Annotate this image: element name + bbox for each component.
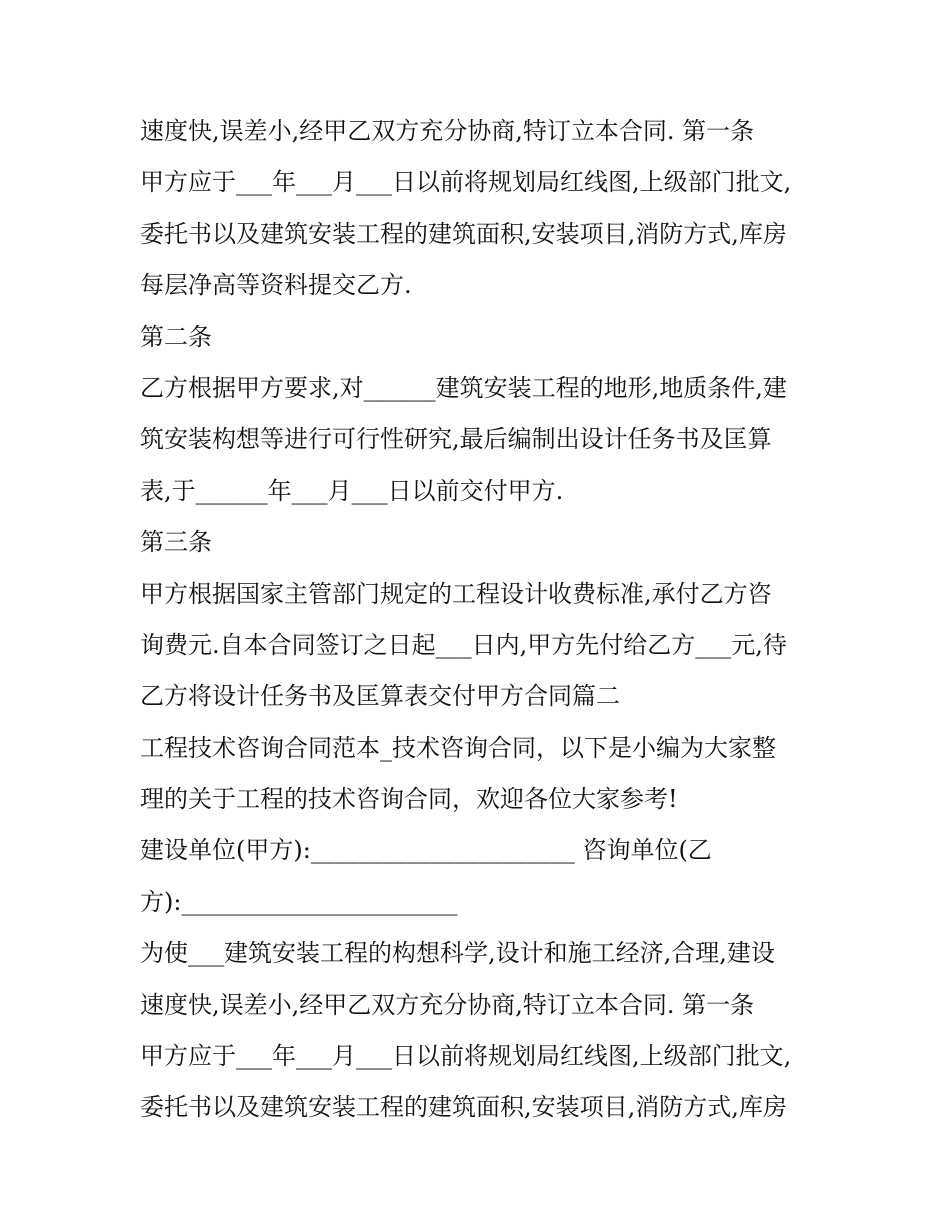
text-line: 理的关于工程的技术咨询合同，欢迎各位大家参考! [140, 785, 678, 814]
text-line: 建设单位(甲方):______________________ 咨询单位(乙 [140, 836, 712, 865]
text-line: 乙方根据甲方要求,对______建筑安装工程的地形,地质条件,建 [140, 373, 787, 402]
text-line: 速度快,误差小,经甲乙双方充分协商,特订立本合同. 第一条 [140, 117, 755, 145]
text-line: 委托书以及建筑安装工程的建筑面积,安装项目,消防方式,库房 [140, 1093, 787, 1122]
section-heading: 第二条 [140, 322, 212, 351]
text-line: 乙方将设计任务书及匡算表交付甲方合同篇二 [140, 682, 620, 711]
text-line: 方):_______________________ [140, 887, 458, 916]
text-line: 每层净高等资料提交乙方. [140, 271, 412, 300]
text-line: 委托书以及建筑安装工程的建筑面积,安装项目,消防方式,库房 [140, 219, 787, 248]
section-heading: 第三条 [140, 528, 212, 557]
text-line: 表,于______年___月___日以前交付甲方. [140, 476, 564, 505]
text-line: 工程技术咨询合同范本_技术咨询合同，以下是小编为大家整 [140, 733, 776, 762]
document-text [140, 106, 820, 1134]
text-line: 速度快,误差小,经甲乙双方充分协商,特订立本合同. 第一条 [140, 990, 755, 1019]
text-line: 筑安装构想等进行可行性研究,最后编制出设计任务书及匡算 [140, 425, 772, 454]
text-line: 为使___建筑安装工程的构想科学,设计和施工经济,合理,建设 [140, 939, 775, 968]
text-line: 甲方应于___年___月___日以前将规划局红线图,上级部门批文, [140, 168, 792, 197]
text-line: 甲方应于___年___月___日以前将规划局红线图,上级部门批文, [140, 1042, 792, 1071]
text-line: 甲方根据国家主管部门规定的工程设计收费标准,承付乙方咨 [140, 579, 772, 608]
text-line: 询费元.自本合同签订之日起___日内,甲方先付给乙方___元,待 [140, 630, 787, 659]
